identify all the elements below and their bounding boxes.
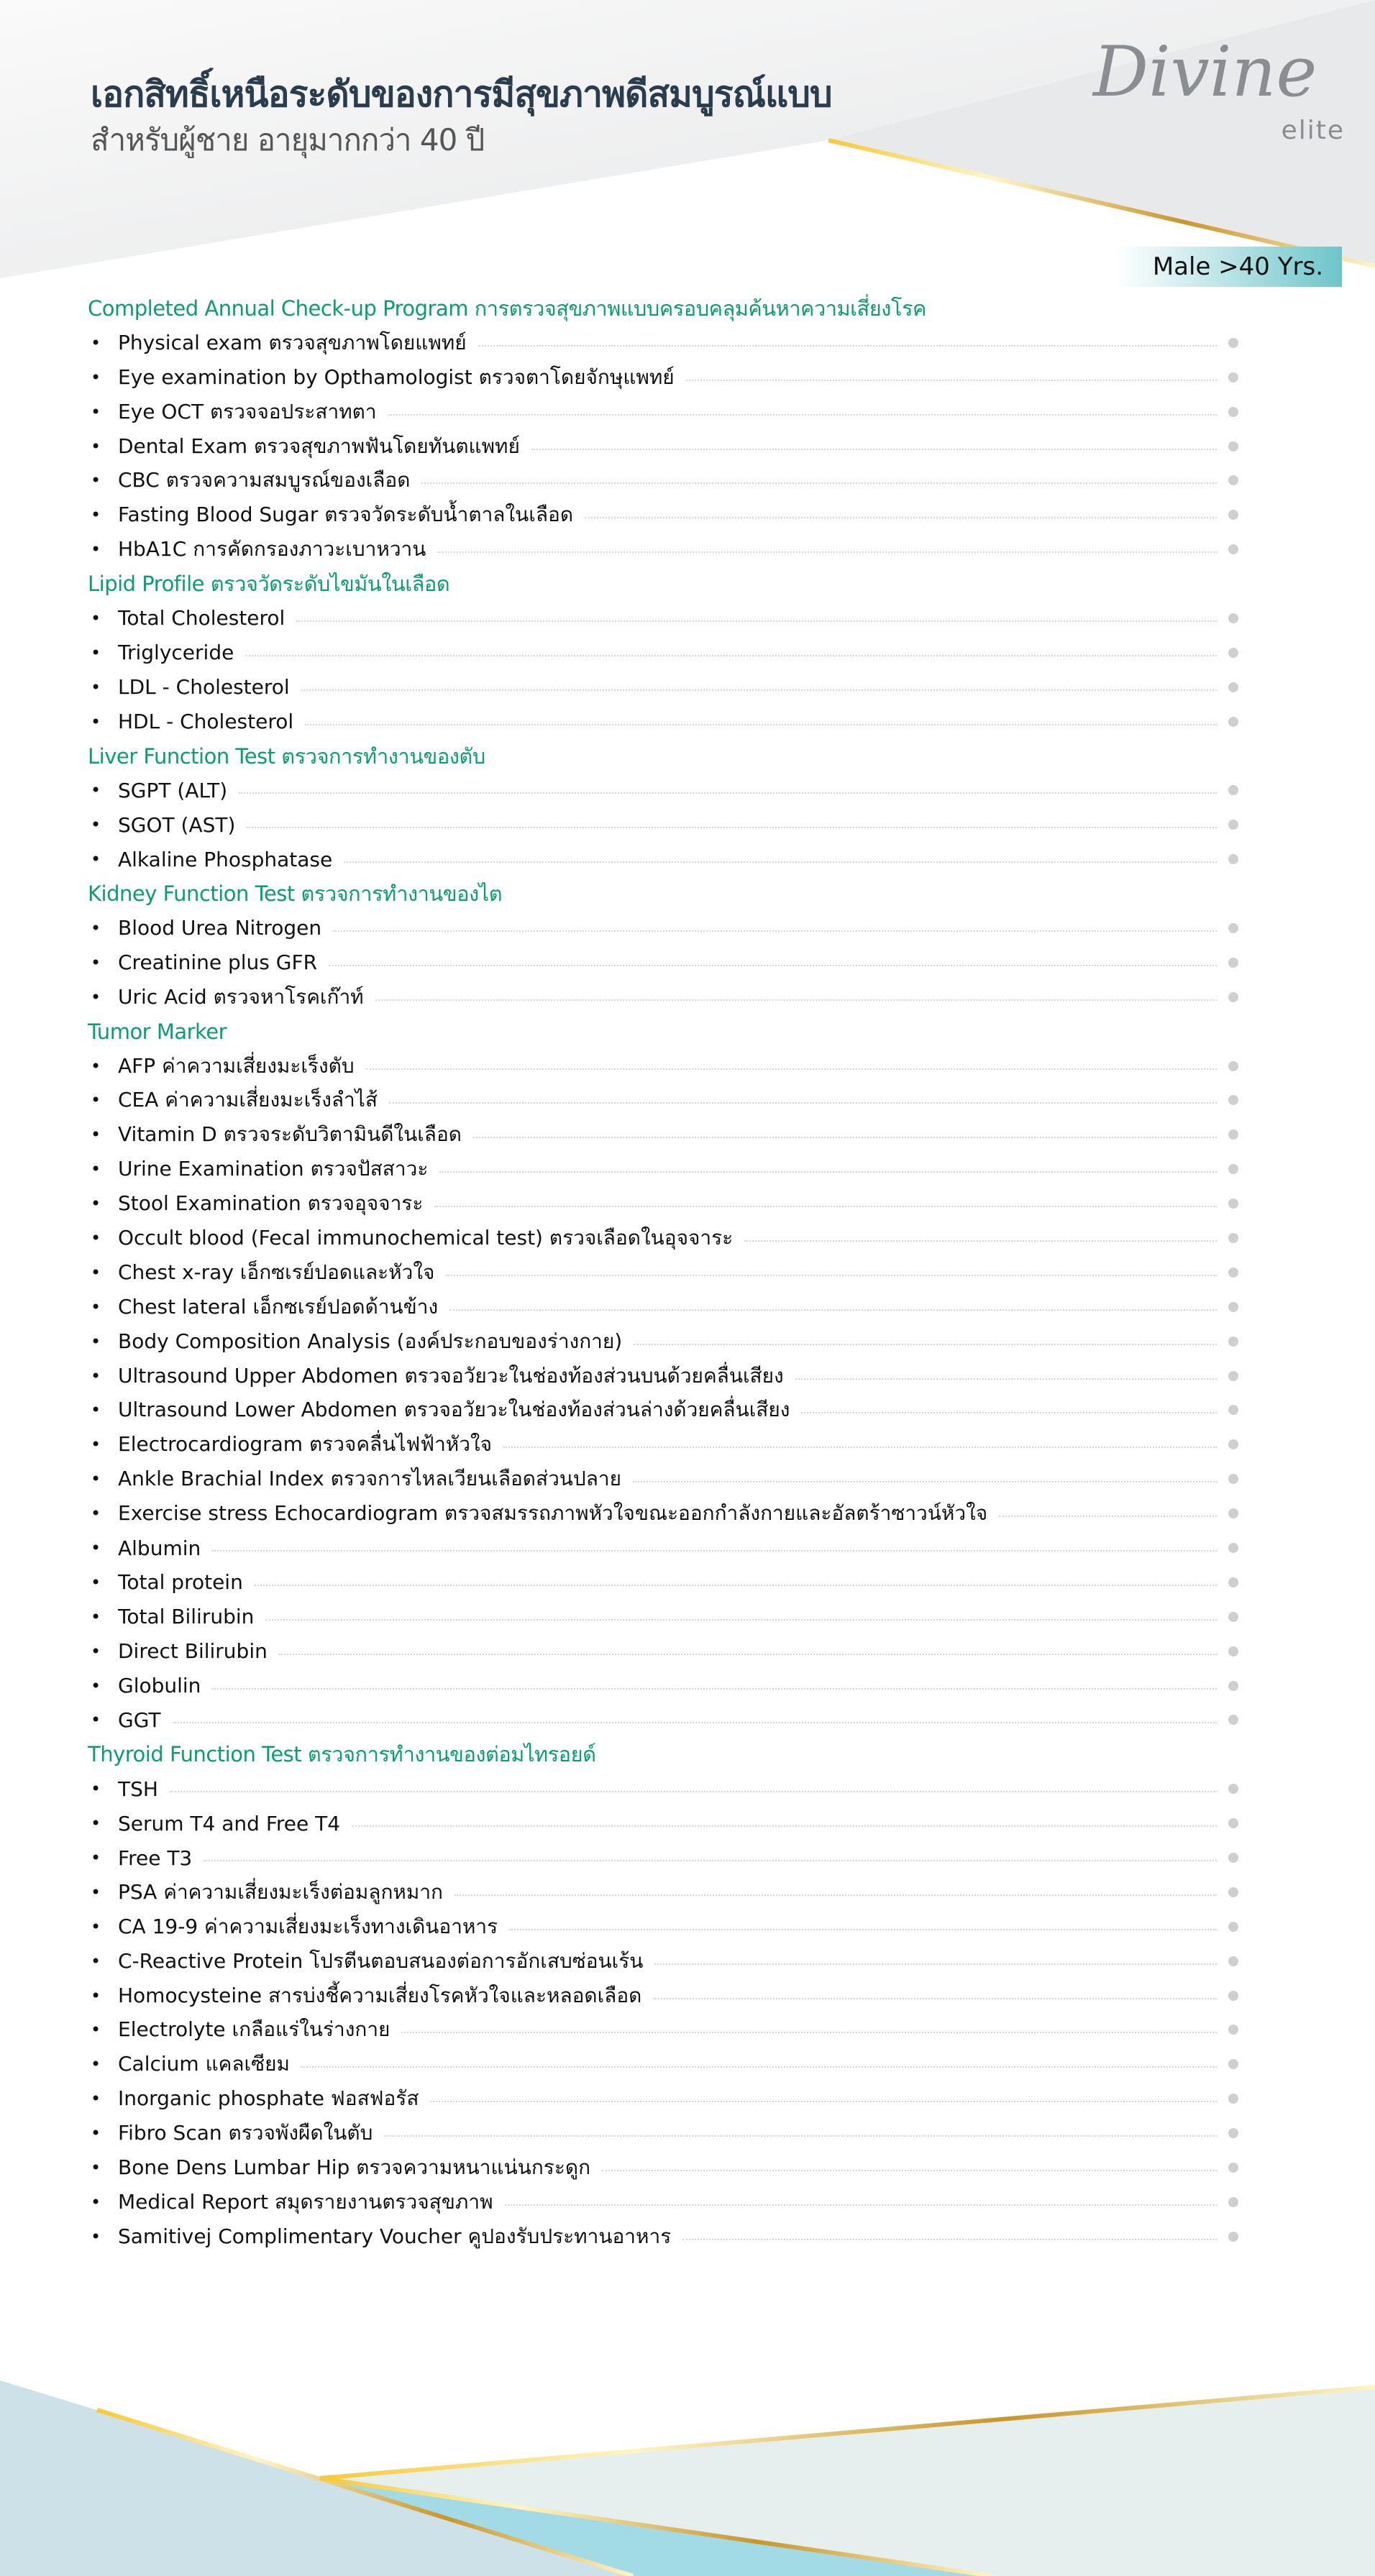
bullet-icon: • <box>91 1710 101 1731</box>
list-item <box>88 1634 1238 1669</box>
item-label: Alkaline Phosphatase <box>118 847 333 871</box>
bullet-icon: • <box>91 1365 101 1386</box>
bullet-icon: • <box>91 780 101 801</box>
bullet-icon: • <box>91 849 101 870</box>
bullet-icon: • <box>91 1503 101 1524</box>
dotted-leader <box>296 620 1217 622</box>
dotted-leader <box>170 1791 1217 1792</box>
list-item <box>88 1944 1238 1979</box>
section-header <box>88 876 1238 911</box>
bullet-icon: • <box>91 1090 101 1111</box>
item-label: Occult blood (Fecal immunochemical test) ตรวจเลือดในอุจจาระ <box>118 1225 734 1250</box>
bullet-icon: • <box>91 367 101 388</box>
dotted-leader <box>654 1963 1217 1965</box>
included-dot-icon <box>1228 1577 1238 1587</box>
dotted-leader <box>446 1275 1217 1276</box>
dotted-leader <box>245 655 1217 656</box>
dotted-leader <box>505 2204 1217 2206</box>
included-dot-icon <box>1228 2232 1238 2242</box>
item-label: Direct Bilirubin <box>118 1639 268 1664</box>
list-item <box>88 1875 1238 1910</box>
included-dot-icon <box>1228 1405 1238 1415</box>
list-item <box>88 1083 1238 1117</box>
item-label: HDL - Cholesterol <box>118 710 294 734</box>
dotted-leader <box>454 1894 1217 1896</box>
list-item <box>88 2219 1238 2254</box>
included-dot-icon <box>1228 1508 1238 1518</box>
item-label: Creatinine plus GFR <box>118 950 318 975</box>
item-label: Electrocardiogram ตรวจคลื่นไฟฟ้าหัวใจ <box>118 1432 493 1457</box>
list-item <box>88 1393 1238 1428</box>
list-item <box>88 1221 1238 1255</box>
list-item <box>88 1117 1238 1152</box>
list-item <box>88 1669 1238 1703</box>
list-item <box>88 1186 1238 1221</box>
included-dot-icon <box>1228 338 1238 348</box>
dotted-leader <box>173 1722 1218 1723</box>
list-item <box>88 360 1238 395</box>
list-item <box>88 1565 1238 1600</box>
item-label: Triglyceride <box>118 641 234 665</box>
bullet-icon: • <box>91 1193 101 1214</box>
bullet-icon: • <box>91 1400 101 1421</box>
dotted-leader <box>633 1481 1217 1482</box>
section-header <box>88 739 1238 774</box>
included-dot-icon <box>1228 1543 1238 1553</box>
dotted-leader <box>389 1102 1217 1104</box>
section-header <box>88 1737 1238 1771</box>
item-label: Albumin <box>118 1536 201 1560</box>
list-item <box>88 1462 1238 1496</box>
dotted-leader <box>531 449 1217 450</box>
dotted-leader <box>212 1550 1217 1551</box>
bullet-icon: • <box>91 1538 101 1558</box>
dotted-leader <box>401 2032 1217 2033</box>
page-subtitle: สำหรับผู้ชาย อายุมากกว่า 40 ปี <box>91 122 485 157</box>
bullet-icon: • <box>91 1572 101 1592</box>
list-item <box>88 705 1238 739</box>
included-dot-icon <box>1228 1853 1238 1863</box>
item-label: Stool Examination ตรวจอุจจาระ <box>118 1191 424 1216</box>
bullet-icon: • <box>91 1675 101 1696</box>
included-dot-icon <box>1228 958 1238 968</box>
dotted-leader <box>212 1688 1217 1690</box>
list-item <box>88 2047 1238 2081</box>
dotted-leader <box>473 1137 1217 1138</box>
item-label: SGOT (AST) <box>118 812 236 837</box>
dotted-leader <box>333 930 1217 932</box>
bullet-icon: • <box>91 1813 101 1834</box>
list-item <box>88 807 1238 842</box>
bullet-icon: • <box>91 986 101 1007</box>
included-dot-icon <box>1228 1061 1238 1071</box>
dotted-leader <box>255 1585 1217 1586</box>
list-item <box>88 1979 1238 2013</box>
item-label: Eye examination by Opthamologist ตรวจตาโดยจักษุแพทย์ <box>118 365 675 389</box>
included-dot-icon <box>1228 1681 1238 1691</box>
bullet-icon: • <box>91 539 101 560</box>
list-item <box>88 601 1238 636</box>
bullet-icon: • <box>91 1331 101 1352</box>
dotted-leader <box>344 861 1217 863</box>
list-item <box>88 1531 1238 1565</box>
item-label: Total protein <box>118 1570 243 1595</box>
dotted-leader <box>999 1516 1217 1517</box>
section-title: Liver Function Test ตรวจการทำงานของตับ <box>88 743 485 769</box>
item-label: Medical Report สมุดรายงานตรวจสุขภาพ <box>118 2189 493 2214</box>
dotted-leader <box>421 482 1217 484</box>
list-item <box>88 463 1238 498</box>
included-dot-icon <box>1228 1991 1238 2001</box>
item-label: Total Bilirubin <box>118 1605 255 1629</box>
included-dot-icon <box>1228 1646 1238 1656</box>
list-item <box>88 670 1238 705</box>
item-label: Serum T4 and Free T4 <box>118 1811 341 1835</box>
list-item <box>88 911 1238 945</box>
list-item <box>88 1910 1238 1944</box>
included-dot-icon <box>1228 1818 1238 1828</box>
included-dot-icon <box>1228 717 1238 727</box>
item-label: Exercise stress Echocardiogram ตรวจสมรรถภาพหัวใจขณะออกกำลังกายและอัลตร้าซาวน์หัวใจ <box>118 1501 988 1526</box>
dotted-leader <box>301 689 1217 691</box>
bullet-icon: • <box>91 2226 101 2247</box>
dotted-leader <box>305 724 1217 725</box>
bullet-icon: • <box>91 1262 101 1283</box>
section-title: Thyroid Function Test ตรวจการทำงานของต่อมไทรอยด์ <box>88 1742 596 1767</box>
item-label: Electrolyte เกลือแร่ในร่างกาย <box>118 2017 390 2042</box>
dotted-leader <box>437 551 1217 553</box>
dotted-leader <box>509 1929 1217 1930</box>
logo-sub: elite <box>1281 116 1345 145</box>
item-label: Calcium แคลเซียม <box>118 2052 290 2076</box>
included-dot-icon <box>1228 2163 1238 2173</box>
bullet-icon: • <box>91 470 101 491</box>
section-title: Tumor Marker <box>88 1019 227 1044</box>
dotted-leader <box>449 1309 1217 1311</box>
bullet-icon: • <box>91 608 101 628</box>
section-title: Lipid Profile ตรวจวัดระดับไขมันในเลือด <box>88 572 450 597</box>
list-item <box>88 1703 1238 1738</box>
dotted-leader <box>279 1654 1217 1655</box>
dotted-leader <box>801 1412 1217 1413</box>
included-dot-icon <box>1228 1439 1238 1449</box>
included-dot-icon <box>1228 1164 1238 1174</box>
list-item <box>88 2150 1238 2185</box>
dotted-leader <box>247 827 1217 828</box>
included-dot-icon <box>1228 854 1238 864</box>
divine-elite-logo <box>1093 32 1366 158</box>
list-item <box>88 2185 1238 2219</box>
list-item <box>88 1600 1238 1634</box>
item-label: Free T3 <box>118 1846 193 1870</box>
included-dot-icon <box>1228 2197 1238 2207</box>
included-dot-icon <box>1228 923 1238 933</box>
list-item <box>88 2116 1238 2150</box>
dotted-leader <box>795 1378 1217 1380</box>
dotted-leader <box>653 1998 1217 1999</box>
dotted-leader <box>301 2066 1217 2068</box>
section-header <box>88 567 1238 601</box>
included-dot-icon <box>1228 2025 1238 2035</box>
section-title: Completed Annual Check-up Program การตรวจสุขภาพแบบครอบคลุมค้นหาความเสี่ยงโรค <box>88 295 926 321</box>
included-dot-icon <box>1228 407 1238 417</box>
item-label: Body Composition Analysis (องค์ประกอบของร่างกาย) <box>118 1329 623 1353</box>
item-label: Ankle Brachial Index ตรวจการไหลเวียนเลือดส่วนปลาย <box>118 1467 621 1491</box>
included-dot-icon <box>1228 1198 1238 1209</box>
included-dot-icon <box>1228 992 1238 1002</box>
item-label: Eye OCT ตรวจจอประสาทตา <box>118 399 377 423</box>
dotted-leader <box>352 1825 1217 1827</box>
list-item <box>88 2081 1238 2116</box>
list-item <box>88 326 1238 360</box>
dotted-leader <box>430 2101 1217 2102</box>
bullet-icon: • <box>91 1469 101 1490</box>
bullet-icon: • <box>91 1124 101 1145</box>
included-dot-icon <box>1228 1268 1238 1278</box>
dotted-leader <box>744 1240 1217 1242</box>
item-label: Ultrasound Upper Abdomen ตรวจอวัยวะในช่องท้องส่วนบนด้วยคลื่นเสียง <box>118 1363 784 1388</box>
item-label: Physical exam ตรวจสุขภาพโดยแพทย์ <box>118 330 467 354</box>
item-label: CEA ค่าความเสี่ยงมะเร็งลำไส้ <box>118 1088 378 1112</box>
included-dot-icon <box>1228 441 1238 452</box>
list-item <box>88 945 1238 980</box>
dotted-leader <box>682 2239 1217 2240</box>
list-item <box>88 1049 1238 1083</box>
item-label: Ultrasound Lower Abdomen ตรวจอวัยวะในช่องท้องส่วนล่างด้วยคลื่นเสียง <box>118 1398 790 1422</box>
included-dot-icon <box>1228 1612 1238 1622</box>
included-dot-icon <box>1228 682 1238 692</box>
list-item <box>88 1841 1238 1875</box>
item-label: GGT <box>118 1708 161 1732</box>
bullet-icon: • <box>91 1641 101 1661</box>
included-dot-icon <box>1228 372 1238 382</box>
dotted-leader <box>434 1206 1217 1207</box>
included-dot-icon <box>1228 613 1238 623</box>
dotted-leader <box>585 517 1217 518</box>
item-label: Chest x-ray เอ็กซเรย์ปอดและหัวใจ <box>118 1260 435 1284</box>
list-item <box>88 1771 1238 1806</box>
dotted-leader <box>478 345 1217 347</box>
bullet-icon: • <box>91 642 101 663</box>
bullet-icon: • <box>91 1055 101 1076</box>
dotted-leader <box>366 1068 1217 1070</box>
included-dot-icon <box>1228 1302 1238 1312</box>
list-item <box>88 395 1238 429</box>
bullet-icon: • <box>91 711 101 732</box>
bullet-icon: • <box>91 401 101 422</box>
dotted-leader <box>686 380 1217 381</box>
dotted-leader <box>503 1447 1217 1448</box>
item-label: CBC ตรวจความสมบูรณ์ของเลือด <box>118 468 411 492</box>
item-label: HbA1C การคัดกรองภาวะเบาหวาน <box>118 537 426 562</box>
bullet-icon: • <box>91 677 101 697</box>
bullet-icon: • <box>91 2191 101 2212</box>
bullet-icon: • <box>91 1848 101 1869</box>
item-label: Chest lateral เอ็กซเรย์ปอดด้านข้าง <box>118 1294 439 1319</box>
included-dot-icon <box>1228 820 1238 830</box>
bullet-icon: • <box>91 1985 101 2006</box>
list-item <box>88 1427 1238 1462</box>
bullet-icon: • <box>91 2158 101 2178</box>
dotted-leader <box>384 2135 1217 2137</box>
badge-label: Male >40 Yrs. <box>1152 252 1323 281</box>
list-item <box>88 842 1238 876</box>
item-label: Fibro Scan ตรวจพังผืดในตับ <box>118 2121 373 2145</box>
bullet-icon: • <box>91 815 101 835</box>
item-label: LDL - Cholesterol <box>118 675 290 700</box>
included-dot-icon <box>1228 544 1238 554</box>
included-dot-icon <box>1228 1233 1238 1243</box>
item-label: Dental Exam ตรวจสุขภาพฟันโดยทันตแพทย์ <box>118 434 520 458</box>
bullet-icon: • <box>91 1881 101 1902</box>
item-label: Bone Dens Lumbar Hip ตรวจความหนาแน่นกระดูก <box>118 2155 591 2180</box>
item-label: TSH <box>118 1777 158 1801</box>
list-item <box>88 429 1238 464</box>
included-dot-icon <box>1228 1922 1238 1932</box>
bullet-icon: • <box>91 917 101 938</box>
dotted-leader <box>439 1171 1217 1173</box>
item-label: Vitamin D ตรวจระดับวิตามินดีในเลือด <box>118 1122 462 1147</box>
dotted-leader <box>204 1860 1217 1861</box>
included-dot-icon <box>1228 2128 1238 2138</box>
list-item <box>88 1806 1238 1841</box>
included-dot-icon <box>1228 475 1238 485</box>
included-dot-icon <box>1228 648 1238 658</box>
list-item <box>88 1359 1238 1393</box>
included-dot-icon <box>1228 1715 1238 1725</box>
item-label: Urine Examination ตรวจปัสสาวะ <box>118 1157 429 1181</box>
item-label: C-Reactive Protein โปรตีนตอบสนองต่อการอักเสบซ่อนเร้น <box>118 1948 644 1973</box>
age-group-badge <box>1115 247 1342 287</box>
item-label: Total Cholesterol <box>118 606 285 631</box>
bullet-icon: • <box>91 1779 101 1800</box>
bullet-icon: • <box>91 952 101 973</box>
bullet-icon: • <box>91 1159 101 1180</box>
dotted-leader <box>265 1619 1217 1621</box>
dotted-leader <box>634 1344 1217 1345</box>
included-dot-icon <box>1228 1129 1238 1140</box>
bullet-icon: • <box>91 1434 101 1455</box>
included-dot-icon <box>1228 2059 1238 2069</box>
bullet-icon: • <box>91 2089 101 2109</box>
bullet-icon: • <box>91 1227 101 1248</box>
included-dot-icon <box>1228 1337 1238 1347</box>
bullet-icon: • <box>91 505 101 526</box>
list-item <box>88 1324 1238 1359</box>
included-dot-icon <box>1228 1784 1238 1794</box>
included-dot-icon <box>1228 1371 1238 1381</box>
section-title: Kidney Function Test ตรวจการทำงานของไต <box>88 881 503 907</box>
list-item <box>88 980 1238 1014</box>
included-dot-icon <box>1228 1474 1238 1484</box>
list-item <box>88 773 1238 807</box>
bullet-icon: • <box>91 2123 101 2144</box>
included-dot-icon <box>1228 785 1238 795</box>
item-label: Uric Acid ตรวจหาโรคเก๊าท์ <box>118 984 364 1009</box>
list-item <box>88 2013 1238 2048</box>
dotted-leader <box>239 792 1217 794</box>
included-dot-icon <box>1228 510 1238 520</box>
section-header <box>88 1014 1238 1049</box>
bullet-icon: • <box>91 1951 101 1971</box>
included-dot-icon <box>1228 2094 1238 2104</box>
dotted-leader <box>388 414 1217 416</box>
list-item <box>88 1255 1238 1290</box>
list-item <box>88 498 1238 532</box>
item-label: Blood Urea Nitrogen <box>118 916 322 940</box>
bullet-icon: • <box>91 1916 101 1937</box>
bullet-icon: • <box>91 1606 101 1627</box>
item-label: SGPT (ALT) <box>118 778 228 802</box>
bullet-icon: • <box>91 436 101 457</box>
section-header <box>88 291 1238 326</box>
bullet-icon: • <box>91 332 101 353</box>
included-dot-icon <box>1228 1095 1238 1105</box>
included-dot-icon <box>1228 1956 1238 1966</box>
dotted-leader <box>375 999 1217 1001</box>
list-item <box>88 636 1238 670</box>
dotted-leader <box>329 965 1217 966</box>
item-label: Globulin <box>118 1674 201 1698</box>
included-dot-icon <box>1228 1887 1238 1897</box>
bullet-icon: • <box>91 2020 101 2040</box>
item-label: Fasting Blood Sugar ตรวจวัดระดับน้ำตาลในเลือด <box>118 503 574 527</box>
item-label: AFP ค่าความเสี่ยงมะเร็งตับ <box>118 1053 355 1078</box>
item-label: CA 19-9 ค่าความเสี่ยงมะเร็งทางเดินอาหาร <box>118 1914 498 1938</box>
item-label: Homocysteine สารบ่งชี้ความเสี่ยงโรคหัวใจและหลอดเลือด <box>118 1983 642 2007</box>
item-label: Inorganic phosphate ฟอสฟอรัส <box>118 2086 419 2111</box>
page-title: เอกสิทธิ์เหนือระดับของการมีสุขภาพดีสมบูรณ์แบบ <box>91 73 832 115</box>
dotted-leader <box>602 2170 1217 2171</box>
list-item <box>88 532 1238 567</box>
bullet-icon: • <box>91 2054 101 2075</box>
bullet-icon: • <box>91 1296 101 1317</box>
logo-script: Divine <box>1093 32 1317 112</box>
item-label: Samitivej Complimentary Voucher คูปองรับประทานอาหาร <box>118 2224 672 2248</box>
list-item <box>88 1152 1238 1186</box>
list-item <box>88 1496 1238 1531</box>
item-label: PSA ค่าความเสี่ยงมะเร็งต่อมลูกหมาก <box>118 1879 443 1904</box>
list-item <box>88 1290 1238 1324</box>
checkup-list <box>88 291 1238 2254</box>
